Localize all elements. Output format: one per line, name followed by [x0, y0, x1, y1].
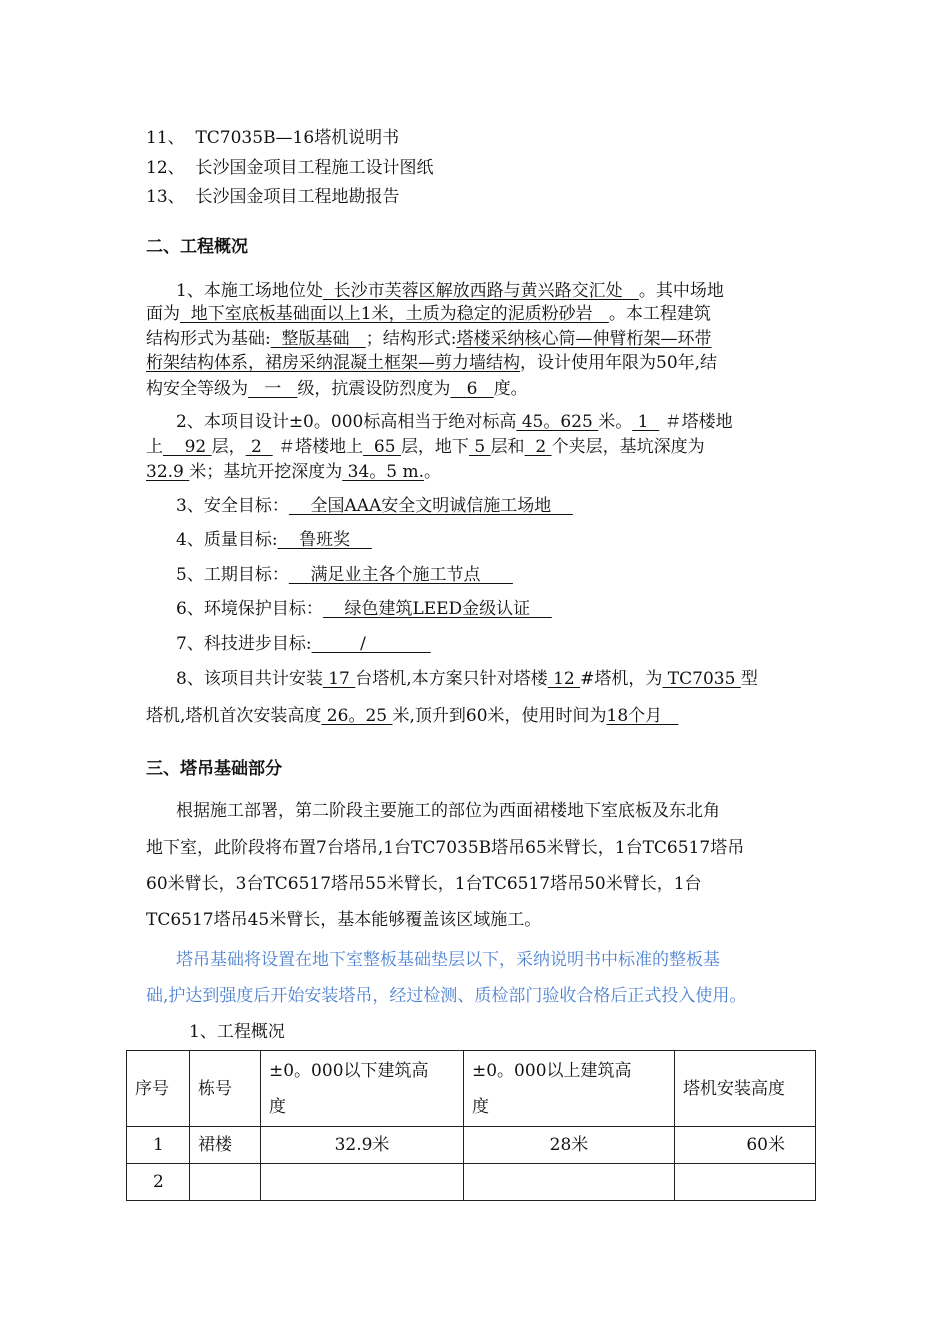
target-line: 3、安全目标： 全国AAA安全文明诚信施工场地: [176, 496, 573, 516]
target-line: 4、质量目标: 鲁班奖: [176, 530, 372, 550]
ref-item: 11、 TC7035B—16塔机说明书: [146, 128, 400, 148]
ref-item: 13、 长沙国金项目工程地勘报告: [146, 187, 400, 207]
target-line: 5、工期目标： 满足业主各个施工节点: [176, 565, 513, 585]
ref-item: 12、 长沙国金项目工程施工设计图纸: [146, 158, 434, 178]
blue-paragraph-line: 塔吊基础将设置在地下室整板基础垫层以下，采纳说明书中标准的整板基: [176, 950, 720, 970]
table-cell: 28米: [464, 1127, 675, 1164]
paragraph-line: 1、本施工场地位处 长沙市芙蓉区解放西路与黄兴路交汇处 。其中场地: [176, 281, 724, 301]
overview-table: [126, 1050, 816, 1201]
table-cell: 60米: [675, 1127, 816, 1164]
section-title: 二、工程概况: [146, 237, 248, 257]
header-cell: ±0。000以下建筑高 度: [261, 1051, 464, 1127]
header-cell: 序号: [127, 1051, 190, 1127]
paragraph-line: 地下室，此阶段将布置7台塔吊,1台TC7035B塔吊65米臂长，1台TC6517塔吊: [146, 838, 745, 858]
paragraph-line: 桁架结构体系，裙房采纳混凝土框架—剪力墙结构，设计使用年限为50年,结: [146, 353, 718, 373]
paragraph-line: 8、该项目共计安装 17 台塔机,本方案只针对塔楼 12 #塔机，为 TC7035 型: [176, 669, 758, 689]
table-cell: [675, 1164, 816, 1201]
paragraph-line: 构安全等级为 一 级，抗震设防烈度为 6 度。: [146, 379, 528, 399]
blue-paragraph-line: 础,护达到强度后开始安装塔吊，经过检测、质检部门验收合格后正式投入使用。: [146, 986, 747, 1006]
table-header-row: [127, 1051, 816, 1127]
target-line: 7、科技进步目标: /: [176, 634, 431, 654]
table-cell: [261, 1164, 464, 1201]
table-row: [127, 1164, 816, 1201]
table-row: [127, 1127, 816, 1164]
table-cell: 32.9米: [261, 1127, 464, 1164]
header-cell: 栋号: [190, 1051, 261, 1127]
paragraph-line: 结构形式为基础: 整版基础 ；结构形式:塔楼采纳核心筒—伸臂桁架—环带: [146, 329, 712, 349]
table-cell: [464, 1164, 675, 1201]
paragraph-line: 60米臂长，3台TC6517塔吊55米臂长，1台TC6517塔吊50米臂长，1台: [146, 874, 702, 894]
paragraph-line: 塔机,塔机首次安装高度 26。25 米,顶升到60米，使用时间为18个月: [146, 706, 679, 726]
table-cell: [190, 1164, 261, 1201]
paragraph-line: 32.9 米；基坑开挖深度为 34。5 m.。: [146, 462, 442, 482]
table-cell: 2: [127, 1164, 190, 1201]
subsection-title: 1、工程概况: [189, 1022, 285, 1042]
paragraph-line: 根据施工部署，第二阶段主要施工的部位为西面裙楼地下室底板及东北角: [176, 801, 720, 821]
paragraph-line: 2、本项目设计±0。000标高相当于绝对标高 45。625 米。 1 ＃塔楼地: [176, 412, 733, 432]
table-cell: 1: [127, 1127, 190, 1164]
target-line: 6、环境保护目标： 绿色建筑LEED金级认证: [176, 599, 552, 619]
paragraph-line: 面为 地下室底板基础面以上1米，土质为稳定的泥质粉砂岩 。本工程建筑: [146, 304, 711, 324]
header-cell: 塔机安装高度: [675, 1051, 816, 1127]
section-title: 三、塔吊基础部分: [146, 759, 282, 779]
paragraph-line: 上 92 层， 2 ＃塔楼地上 65 层，地下 5 层和 2 个夹层，基坑深度为: [146, 437, 705, 457]
paragraph-line: TC6517塔吊45米臂长，基本能够覆盖该区域施工。: [146, 910, 542, 930]
header-cell: ±0。000以上建筑高 度: [464, 1051, 675, 1127]
table-cell: 裙楼: [190, 1127, 261, 1164]
